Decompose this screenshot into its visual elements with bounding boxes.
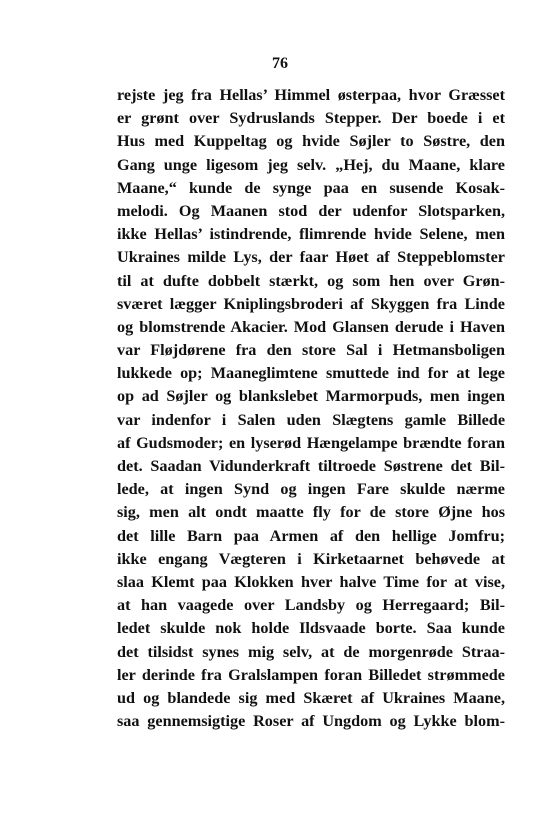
text-line: ledet skulde nok holde Ildsvaade borte. Saa kunde	[117, 619, 505, 638]
text-line: det lille Barn paa Armen af den hellige Jomfru;	[117, 526, 505, 545]
body-text	[117, 84, 505, 733]
text-line: sværet lægger Kniplingsbroderi af Skyggen fra Linde	[117, 294, 505, 313]
text-line: lede, at ingen Synd og ingen Fare skulde nærme	[117, 480, 505, 499]
text-line: rejste jeg fra Hellas’ Himmel østerpaa, hvor Græsset	[117, 86, 505, 104]
text-line: ikke Hellas’ istindrende, flimrende hvide Selene, men	[117, 225, 505, 244]
text-line: sig, men alt ondt maatte fly for de store Øjne hos	[117, 503, 505, 522]
text-line: til at dufte dobbelt stærkt, og som hen over Grøn-	[117, 271, 505, 290]
text-line: saa gennemsigtige Roser af Ungdom og Lykke blom-	[117, 712, 505, 731]
text-line: Ukraines milde Lys, der faar Høet af Steppeblomster	[117, 248, 505, 267]
text-line: ikke engang Vægteren i Kirketaarnet behøvede at	[117, 549, 505, 568]
text-line: var Fløjdørene fra den store Sal i Hetmansboligen	[117, 341, 505, 360]
text-line: op ad Søjler og blankslebet Marmorpuds, men ingen	[117, 387, 505, 406]
text-line: Gang unge ligesom jeg selv. „Hej, du Maane, klare	[117, 155, 505, 174]
page-number: 76	[272, 55, 288, 72]
text-line: ler derinde fra Gralslampen foran Billedet strømmede	[117, 665, 505, 684]
text-line: var indenfor i Salen uden Slægtens gamle Billede	[117, 410, 505, 429]
text-line: Maane,“ kunde de synge paa en susende Kosak-	[117, 178, 505, 197]
text-line: er grønt over Sydruslands Stepper. Der boede i et	[117, 109, 505, 128]
text-line: af Gudsmoder; en lyserød Hængelampe brændte foran	[117, 433, 505, 452]
text-line: ud og blandede sig med Skæret af Ukraines Maane,	[117, 688, 505, 707]
text-line: lukkede op; Maaneglimtene smuttede ind for at lege	[117, 364, 505, 383]
text-line: og blomstrende Akacier. Mod Glansen derude i Haven	[117, 317, 505, 336]
text-line: det tilsidst synes mig selv, at de morgenrøde Straa-	[117, 642, 505, 661]
text-line: det. Saadan Vidunderkraft tiltroede Søstrene det Bil-	[117, 457, 505, 475]
text-line: melodi. Og Maanen stod der udenfor Slotsparken,	[117, 201, 505, 220]
text-line: slaa Klemt paa Klokken hver halve Time for at vise,	[117, 572, 505, 591]
text-line: at han vaagede over Landsby og Herregaard; Bil-	[117, 596, 505, 615]
text-line: Hus med Kuppeltag og hvide Søjler to Søstre, den	[117, 132, 505, 151]
